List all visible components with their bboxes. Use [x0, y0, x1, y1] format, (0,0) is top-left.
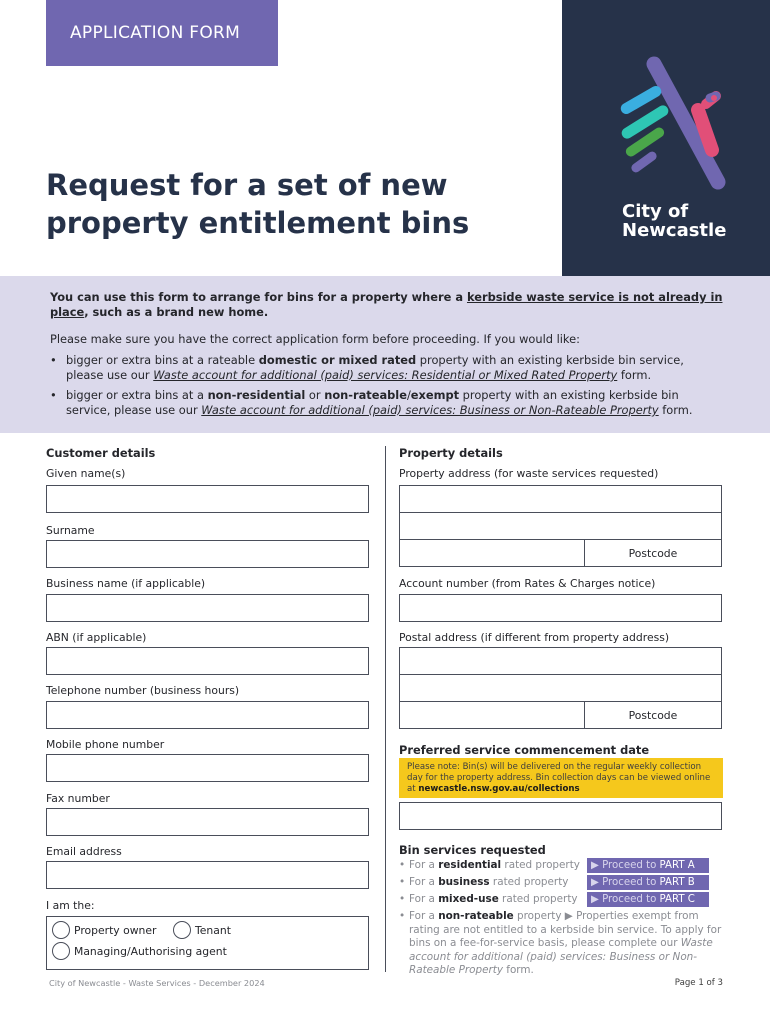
brand-line1: City of [622, 201, 689, 222]
property-owner-label: Property owner [74, 923, 157, 937]
bullet-bold: non-rateable [324, 388, 407, 402]
postal-address-line1[interactable] [399, 647, 722, 675]
application-form-tag [46, 0, 278, 66]
bin-row-text: rated property [501, 859, 580, 871]
radio-managing-agent[interactable] [52, 942, 227, 960]
bin-row-text: rated property [498, 893, 578, 905]
proceed-label: ▶ Proceed to [591, 877, 660, 888]
bin-row-text: form. [502, 964, 534, 976]
property-address-label: Property address (for waste services requested) [399, 467, 659, 480]
radio-circle-icon [173, 921, 191, 939]
bullet-text: bigger or extra bins at a [66, 388, 208, 402]
proceed-label: ▶ Proceed to [591, 860, 660, 871]
residential-form-link[interactable]: Waste account for additional (paid) services: Residential or Mixed Rated Property [153, 368, 618, 382]
collection-note [399, 758, 723, 798]
postal-address-line2[interactable] [399, 674, 722, 702]
bin-row-mixed-use [399, 893, 723, 907]
email-label: Email address [46, 845, 122, 858]
mobile-field[interactable] [46, 754, 369, 782]
part-c-label: PART C [659, 894, 695, 905]
agent-label: Managing/Authorising agent [74, 944, 227, 958]
bin-row-text: For a [409, 910, 439, 922]
surname-label: Surname [46, 524, 95, 537]
mobile-label: Mobile phone number [46, 738, 165, 751]
part-b-label: PART B [659, 877, 695, 888]
property-address-line3[interactable] [399, 539, 722, 567]
radio-circle-icon [52, 921, 70, 939]
business-name-label: Business name (if applicable) [46, 577, 206, 590]
postal-address-label: Postal address (if different from property address) [399, 631, 670, 644]
intro-lead-underlined: kerbside waste service is not already in place [50, 290, 723, 319]
bin-services-list [399, 859, 723, 981]
account-number-label: Account number (from Rates & Charges notice) [399, 577, 656, 590]
collections-link[interactable]: newcastle.nsw.gov.au/collections [418, 784, 580, 794]
title-line2: property entitlement bins [46, 206, 470, 240]
bin-row-text: property [513, 910, 565, 922]
bin-row-text: For a [409, 876, 439, 888]
postcode-field[interactable]: Postcode [584, 540, 721, 566]
property-address-line1[interactable] [399, 485, 722, 513]
bullet-text: form. [617, 368, 652, 382]
property-details-section [399, 446, 723, 976]
brand-name [622, 202, 726, 240]
telephone-field[interactable] [46, 701, 369, 729]
bullet-bold: domestic or mixed rated [258, 353, 417, 367]
fax-label: Fax number [46, 792, 110, 805]
i-am-the-label: I am the: [46, 899, 95, 912]
proceed-part-b-button[interactable] [587, 875, 709, 890]
proceed-label: ▶ Proceed to [591, 894, 660, 905]
customer-details-title: Customer details [46, 446, 156, 460]
intro-lead-text: You can use this form to arrange for bins for a property where a [50, 290, 467, 304]
telephone-label: Telephone number (business hours) [46, 684, 240, 697]
tenant-label: Tenant [195, 923, 231, 937]
fax-field[interactable] [46, 808, 369, 836]
postal-address-line3[interactable] [399, 701, 722, 729]
radio-tenant[interactable] [173, 921, 231, 939]
city-of-newcastle-logo-panel [562, 0, 770, 276]
bullet-text: bigger or extra bins at a rateable [66, 353, 259, 367]
abn-label: ABN (if applicable) [46, 631, 147, 644]
intro-bullet-2 [50, 388, 724, 418]
bin-row-bold: business [438, 876, 490, 888]
bullet-bold: non-residential [207, 388, 306, 402]
column-divider [385, 446, 386, 972]
business-form-link[interactable]: Waste account for additional (paid) services: Business or Non-Rateable Property [201, 403, 659, 417]
bullet-text: property with an existing kerbside bin service, please use our [66, 388, 679, 417]
bullet-bold: exempt [410, 388, 460, 402]
page-title [46, 166, 546, 242]
bullet-text: or [305, 388, 325, 402]
email-field[interactable] [46, 861, 369, 889]
intro-subtext: Please make sure you have the correct application form before proceeding. If you would like: [50, 332, 580, 346]
bin-row-bold: residential [438, 859, 502, 871]
bin-row-business [399, 876, 723, 890]
bin-row-non-rateable [399, 910, 723, 978]
bin-row-text: rated property [489, 876, 569, 888]
brand-line2: Newcastle [622, 220, 727, 241]
bin-row-bold: non-rateable [438, 910, 514, 922]
application-form-label: APPLICATION FORM [70, 23, 241, 43]
intro-list [50, 353, 724, 418]
page-number: Page 1 of 3 [674, 978, 723, 988]
intro-lead [50, 290, 724, 320]
bullet-text: / [406, 388, 411, 402]
intro-lead-end: , such as a brand new home. [84, 305, 269, 319]
preferred-date-title: Preferred service commencement date [399, 743, 650, 757]
proceed-part-a-button[interactable] [587, 858, 709, 873]
property-address-line2[interactable] [399, 512, 722, 540]
bullet-text: property with an existing kerbside bin service, please use our [66, 353, 684, 382]
business-name-field[interactable] [46, 594, 369, 622]
bin-services-title: Bin services requested [399, 843, 546, 857]
bin-row-residential [399, 859, 723, 873]
abn-field[interactable] [46, 647, 369, 675]
customer-details-section [46, 446, 370, 958]
note-text: Please note: Bin(s) will be delivered on the regular weekly collection day for the property address. Bin collection days can be viewed online at [407, 762, 711, 794]
footer-text: City of Newcastle - Waste Services - December 2024 [49, 978, 265, 988]
radio-circle-icon [52, 942, 70, 960]
exempt-text: ▶ Properties exempt from rating are not entitled to a kerbside bin service. To apply for bins on a fee-for-service basis, please complete our [409, 910, 722, 949]
bullet-text: form. [658, 403, 693, 417]
preferred-date-field[interactable] [399, 802, 722, 830]
property-details-title: Property details [399, 446, 503, 460]
account-number-field[interactable] [399, 594, 722, 622]
bin-row-text: For a [409, 893, 439, 905]
surname-field[interactable] [46, 540, 369, 568]
title-line1: Request for a set of new [46, 168, 448, 202]
given-name-field[interactable] [46, 485, 369, 513]
intro-panel [0, 276, 770, 433]
proceed-part-c-button[interactable] [587, 892, 709, 907]
bin-row-text: For a [409, 859, 439, 871]
radio-property-owner[interactable] [52, 921, 156, 939]
bin-row-bold: mixed-use [438, 893, 499, 905]
non-rateable-form-link[interactable]: Waste account for additional (paid) services: Business or Non-Rateable Property [409, 937, 713, 976]
given-name-label: Given name(s) [46, 467, 126, 480]
intro-bullet-1 [50, 353, 724, 383]
postal-postcode-field[interactable]: Postcode [584, 702, 721, 728]
part-a-label: PART A [659, 860, 695, 871]
